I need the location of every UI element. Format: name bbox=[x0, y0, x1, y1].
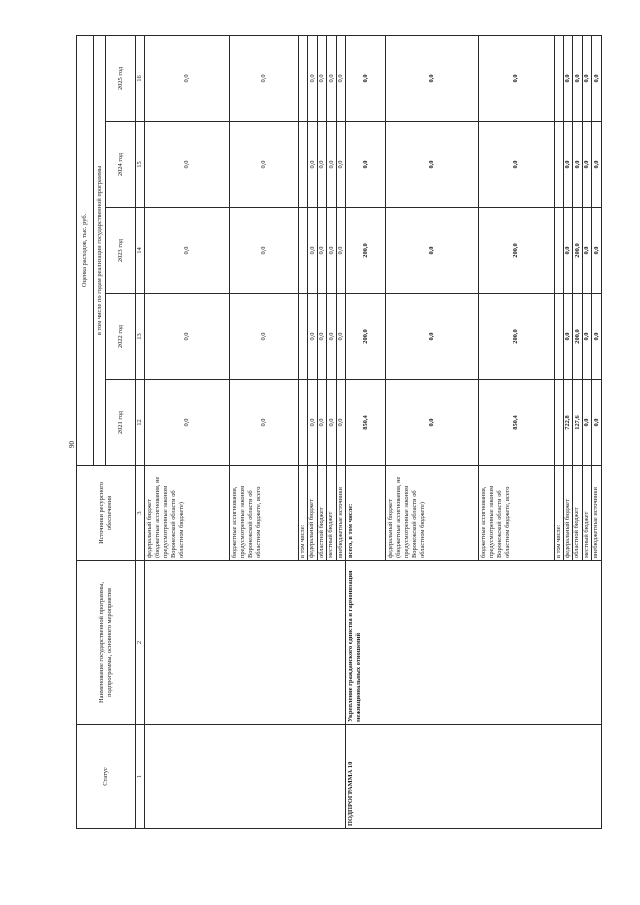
header-estimate: Оценка расходов, тыс. руб. bbox=[77, 35, 94, 465]
value-cell bbox=[299, 35, 308, 121]
value-cell bbox=[299, 208, 308, 294]
value-cell bbox=[299, 380, 308, 466]
value-cell bbox=[554, 294, 563, 380]
source-cell: областной бюджет bbox=[573, 466, 582, 561]
value-cell: 0,0 bbox=[229, 294, 298, 380]
value-cell: 0,0 bbox=[229, 122, 298, 208]
value-cell: 0,0 bbox=[582, 380, 591, 466]
subprogram-name: Укрепление гражданского единства и гармонизация межнациональных отношений bbox=[346, 561, 602, 725]
value-cell: 850,4 bbox=[346, 380, 386, 466]
value-cell: 0,0 bbox=[145, 122, 229, 208]
source-cell: местный бюджет bbox=[582, 466, 591, 561]
value-cell: 0,0 bbox=[386, 380, 479, 466]
value-cell: 0,0 bbox=[336, 208, 345, 294]
value-cell: 0,0 bbox=[229, 380, 298, 466]
column-number: 2 bbox=[135, 561, 145, 725]
value-cell: 0,0 bbox=[563, 294, 572, 380]
value-cell: 0,0 bbox=[308, 35, 317, 121]
header-year: 2025 год bbox=[106, 35, 135, 121]
value-cell: 0,0 bbox=[145, 35, 229, 121]
value-cell: 0,0 bbox=[582, 35, 591, 121]
value-cell: 0,0 bbox=[592, 35, 602, 121]
value-cell: 0,0 bbox=[327, 122, 336, 208]
value-cell: 0,0 bbox=[563, 208, 572, 294]
value-cell bbox=[554, 35, 563, 121]
source-cell: внебюджетные источники bbox=[336, 466, 345, 561]
value-cell: 0,0 bbox=[563, 35, 572, 121]
value-cell: 0,0 bbox=[346, 122, 386, 208]
source-cell: в том числе: bbox=[554, 466, 563, 561]
header-name: Наименование государственной программы, подпрограммы, основного мероприятия bbox=[77, 561, 136, 725]
value-cell: 0,0 bbox=[327, 35, 336, 121]
header-source: Источники ресурсного обеспечения bbox=[77, 466, 136, 561]
column-number: 14 bbox=[135, 208, 145, 294]
header-by-years: в том числе по годам реализации государственной программы bbox=[93, 35, 106, 465]
source-cell: федеральный бюджет bbox=[563, 466, 572, 561]
value-cell: 0,0 bbox=[336, 122, 345, 208]
document-page bbox=[76, 36, 602, 829]
value-cell bbox=[554, 122, 563, 208]
page-number: 90 bbox=[68, 441, 76, 448]
column-number: 1 bbox=[135, 725, 145, 829]
value-cell: 127,6 bbox=[573, 380, 582, 466]
subprogram-status: ПОДПРОГРАММА 10 bbox=[346, 725, 602, 829]
value-cell: 200,0 bbox=[478, 294, 554, 380]
source-cell: всего, в том числе: bbox=[346, 466, 386, 561]
value-cell: 200,0 bbox=[346, 208, 386, 294]
source-cell: федеральный бюджет (бюджетные ассигнования, не предусмотренные законом Воронежской области об областном бюджете) bbox=[386, 466, 479, 561]
value-cell: 0,0 bbox=[145, 294, 229, 380]
value-cell: 0,0 bbox=[478, 122, 554, 208]
name-cell bbox=[145, 561, 346, 725]
value-cell: 0,0 bbox=[229, 208, 298, 294]
value-cell: 0,0 bbox=[229, 35, 298, 121]
value-cell: 0,0 bbox=[317, 294, 326, 380]
column-number: 16 bbox=[135, 35, 145, 121]
value-cell bbox=[554, 380, 563, 466]
column-number: 15 bbox=[135, 122, 145, 208]
source-cell: бюджетные ассигнования, предусмотренные законом Воронежской области об областном бюджете, всего bbox=[478, 466, 554, 561]
value-cell: 200,0 bbox=[346, 294, 386, 380]
value-cell: 0,0 bbox=[386, 208, 479, 294]
value-cell: 850,4 bbox=[478, 380, 554, 466]
value-cell: 0,0 bbox=[308, 208, 317, 294]
source-cell: в том числе: bbox=[299, 466, 308, 561]
expenditure-table bbox=[76, 35, 602, 829]
value-cell bbox=[554, 208, 563, 294]
value-cell: 0,0 bbox=[386, 35, 479, 121]
header-status: Статус bbox=[77, 725, 136, 829]
value-cell: 0,0 bbox=[563, 122, 572, 208]
value-cell: 0,0 bbox=[336, 294, 345, 380]
header-year: 2024 год bbox=[106, 122, 135, 208]
source-cell: федеральный бюджет (бюджетные ассигнования, не предусмотренные законом Воронежской области об областном бюджете) bbox=[145, 466, 229, 561]
value-cell: 0,0 bbox=[582, 208, 591, 294]
value-cell: 0,0 bbox=[317, 122, 326, 208]
header-year: 2021 год bbox=[106, 380, 135, 466]
value-cell: 0,0 bbox=[386, 294, 479, 380]
value-cell: 0,0 bbox=[327, 380, 336, 466]
value-cell: 0,0 bbox=[317, 35, 326, 121]
value-cell: 200,0 bbox=[573, 294, 582, 380]
table-row bbox=[145, 35, 229, 828]
value-cell: 0,0 bbox=[327, 294, 336, 380]
value-cell: 0,0 bbox=[308, 294, 317, 380]
header-year: 2023 год bbox=[106, 208, 135, 294]
value-cell: 0,0 bbox=[592, 380, 602, 466]
value-cell: 0,0 bbox=[386, 122, 479, 208]
source-cell: внебюджетные источники bbox=[592, 466, 602, 561]
value-cell: 0,0 bbox=[308, 380, 317, 466]
value-cell: 0,0 bbox=[145, 380, 229, 466]
value-cell bbox=[299, 122, 308, 208]
value-cell: 722,8 bbox=[563, 380, 572, 466]
source-cell: бюджетные ассигнования, предусмотренные законом Воронежской области об областном бюджете, всего bbox=[229, 466, 298, 561]
value-cell: 0,0 bbox=[582, 294, 591, 380]
source-cell: местный бюджет bbox=[327, 466, 336, 561]
value-cell: 0,0 bbox=[308, 122, 317, 208]
value-cell: 0,0 bbox=[573, 122, 582, 208]
value-cell: 0,0 bbox=[145, 208, 229, 294]
column-number: 12 bbox=[135, 380, 145, 466]
table-row bbox=[346, 35, 386, 828]
value-cell: 0,0 bbox=[573, 35, 582, 121]
source-cell: областной бюджет bbox=[317, 466, 326, 561]
value-cell: 0,0 bbox=[317, 208, 326, 294]
column-number: 13 bbox=[135, 294, 145, 380]
source-cell: федеральный бюджет bbox=[308, 466, 317, 561]
value-cell: 0,0 bbox=[346, 35, 386, 121]
value-cell: 0,0 bbox=[317, 380, 326, 466]
value-cell bbox=[299, 294, 308, 380]
header-year: 2022 год bbox=[106, 294, 135, 380]
value-cell: 0,0 bbox=[592, 122, 602, 208]
rotated-table-wrapper bbox=[76, 36, 602, 829]
value-cell: 200,0 bbox=[573, 208, 582, 294]
value-cell: 0,0 bbox=[336, 380, 345, 466]
value-cell: 0,0 bbox=[582, 122, 591, 208]
status-cell bbox=[145, 725, 346, 829]
value-cell: 0,0 bbox=[478, 35, 554, 121]
value-cell: 200,0 bbox=[478, 208, 554, 294]
value-cell: 0,0 bbox=[327, 208, 336, 294]
value-cell: 0,0 bbox=[592, 294, 602, 380]
value-cell: 0,0 bbox=[336, 35, 345, 121]
value-cell: 0,0 bbox=[592, 208, 602, 294]
column-number: 3 bbox=[135, 466, 145, 561]
